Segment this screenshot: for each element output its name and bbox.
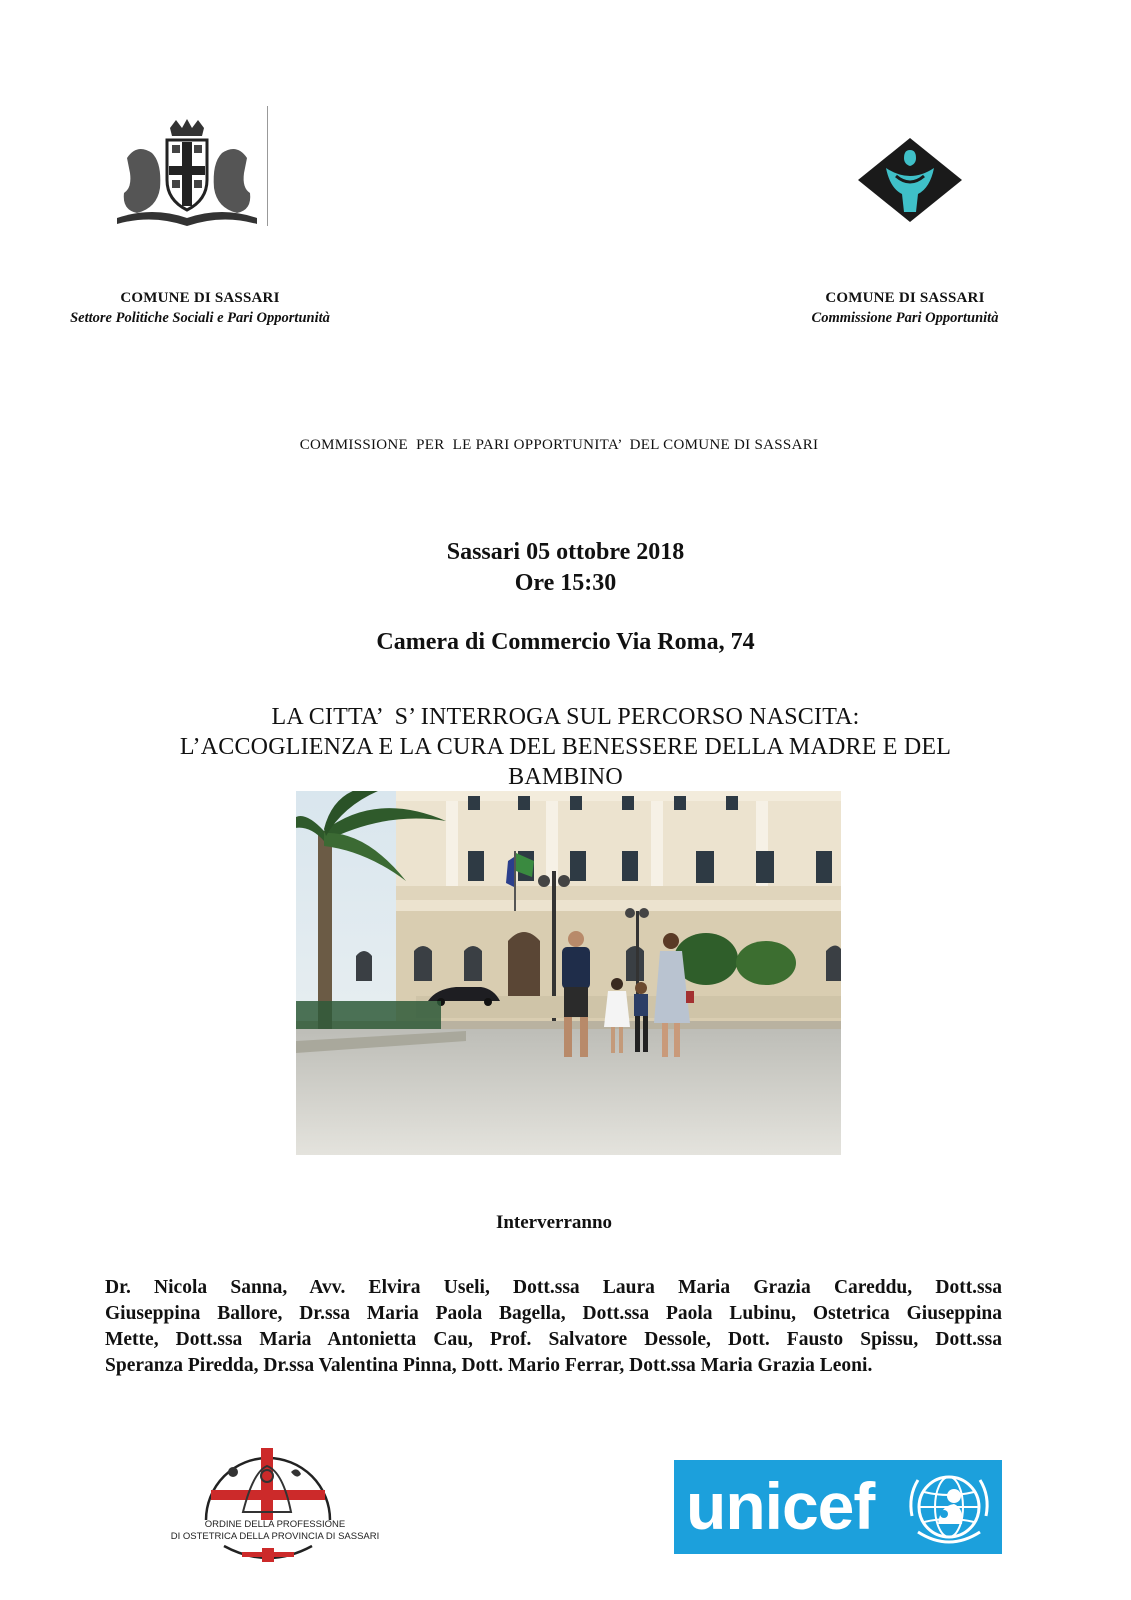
event-venue: Camera di Commercio Via Roma, 74 [376, 629, 755, 655]
ordine-line-1: ORDINE DELLA PROFESSIONE [204, 1519, 346, 1530]
unicef-globe-icon [906, 1466, 992, 1548]
right-department: Commissione Pari Opportunità [811, 310, 999, 326]
ordine-caption [150, 1519, 400, 1543]
speakers-heading: Interverranno [495, 1212, 613, 1233]
piazza-family-photo-icon [296, 791, 841, 1155]
speakers-line-3: Mette, Dott.ssa Maria Antonietta Cau, Prof. Salvatore Dessole, Dott. Fausto Spissu, Dott.ssa [105, 1329, 1002, 1350]
title-line-2: L’ACCOGLIENZA E LA CURA DEL BENESSERE DELLA MADRE E DEL [179, 734, 952, 760]
event-time: Ore 15:30 [514, 570, 617, 596]
unicef-wordmark: unicef [686, 1469, 875, 1543]
speakers-list [105, 1275, 1002, 1379]
speakers-line-4: Speranza Piredda, Dr.ssa Valentina Pinna, Dott. Mario Ferrar, Dott.ssa Maria Grazia Leoni. [105, 1355, 873, 1376]
left-department: Settore Politiche Sociali e Pari Opportunità [70, 310, 330, 326]
title-line-3: BAMBINO [508, 764, 623, 790]
ordine-line-2: DI OSTETRICA DELLA PROVINCIA DI SASSARI [170, 1531, 380, 1542]
ordine-logo-bottom [222, 1544, 314, 1564]
ordine-logo [203, 1442, 333, 1522]
right-logo [856, 136, 964, 224]
header-left-text [40, 290, 360, 327]
speakers-line-2: Giuseppina Ballore, Dr.ssa Maria Paola Bagella, Dott.ssa Paola Lubinu, Ostetrica Giuseppina [105, 1303, 1002, 1324]
unicef-logo [674, 1460, 1002, 1554]
commission-line: COMMISSIONE PER LE PARI OPPORTUNITA’ DEL COMUNE DI SASSARI [299, 437, 819, 453]
ordine-ostetrica-logo-icon [203, 1442, 333, 1522]
header-divider [267, 106, 268, 226]
event-datetime [0, 537, 1131, 599]
left-org-name: COMUNE DI SASSARI [120, 290, 280, 306]
pari-opportunita-diamond-icon [856, 136, 964, 224]
right-org-name: COMUNE DI SASSARI [825, 290, 985, 306]
ordine-arc-bottom-icon [222, 1544, 314, 1564]
event-photo [296, 791, 841, 1155]
speakers-line-1: Dr. Nicola Sanna, Avv. Elvira Useli, Dott.ssa Laura Maria Grazia Careddu, Dott.ssa [105, 1277, 1002, 1298]
title-line-1: LA CITTA’ S’ INTERROGA SUL PERCORSO NASCITA: [271, 704, 860, 730]
event-date: Sassari 05 ottobre 2018 [446, 539, 685, 565]
left-logo [112, 118, 262, 228]
coat-of-arms-sassari-icon [112, 118, 262, 228]
event-title [0, 702, 1131, 792]
header-right-text [770, 290, 1040, 327]
